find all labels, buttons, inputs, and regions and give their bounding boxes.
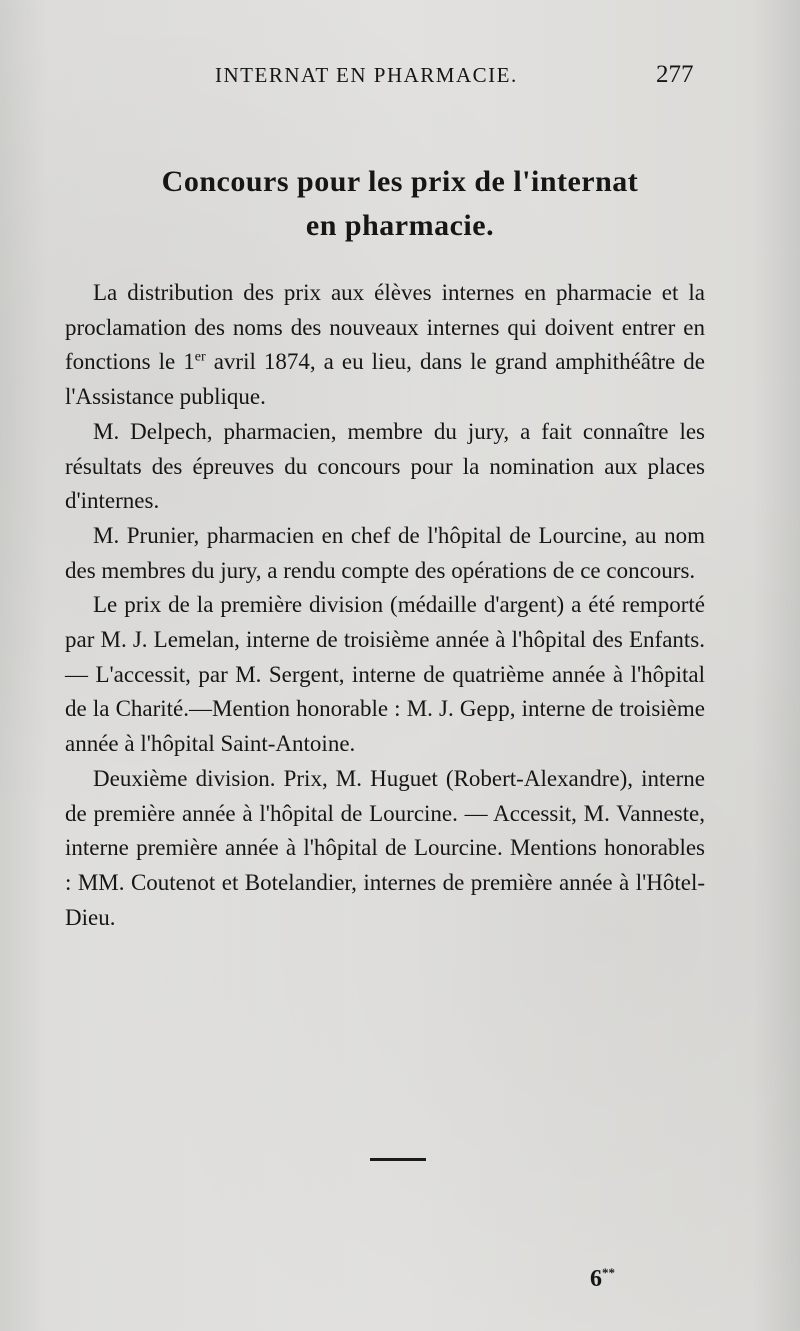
running-title: INTERNAT EN PHARMACIE. [215, 63, 518, 87]
article-body [65, 276, 705, 935]
heading-line-2: en pharmacie. [305, 209, 495, 242]
running-head [0, 58, 800, 92]
paragraph-4: Le prix de la première division (médaille d'argent) a été remporté par M. J. Lemelan, interne de troisième année à l'hôpital des Enfants. — L'accessit, par M. Sergent, interne de quatrième année à l'hôpital de la Charité.—Mention honorable : M. J. Gepp, interne de troisième année à l'hôpital Saint-Antoine. [65, 592, 705, 757]
signature-number: 6 [590, 1266, 602, 1292]
section-divider [370, 1158, 426, 1161]
paragraph-1 [65, 276, 705, 415]
signature-stars: ** [602, 1265, 615, 1280]
signature-mark [590, 1258, 615, 1294]
paragraph-1-text-a: La distribution des prix aux élèves internes en pharmacie et la proclamation des noms des nouveaux internes qui doivent entrer en fonctions le 1 [65, 280, 705, 375]
heading-line-1: Concours pour les prix de l'internat [161, 165, 639, 198]
paragraph-1-text-b: avril 1874, a eu lieu, dans le grand amphithéâtre de l'Assistance publique. [65, 349, 705, 410]
article-heading [40, 160, 760, 248]
paragraph-5: Deuxième division. Prix, M. Huguet (Robert-Alexandre), interne de première année à l'hôpital de Lourcine. — Accessit, M. Vanneste, interne première année à l'hôpital de Lourcine. Mentions honorables : MM. Coutenot et Botelandier, internes de première année à l'Hôtel-Dieu. [65, 765, 705, 930]
paragraph-1-superscript: er [194, 349, 206, 365]
paragraph-3: M. Prunier, pharmacien en chef de l'hôpital de Lourcine, au nom des membres du jury, a rendu compte des opérations de ce concours. [65, 522, 705, 583]
paragraph-2: M. Delpech, pharmacien, membre du jury, a fait connaître les résultats des épreuves du concours pour la nomination aux places d'internes. [65, 418, 705, 514]
page-number: 277 [656, 61, 694, 88]
